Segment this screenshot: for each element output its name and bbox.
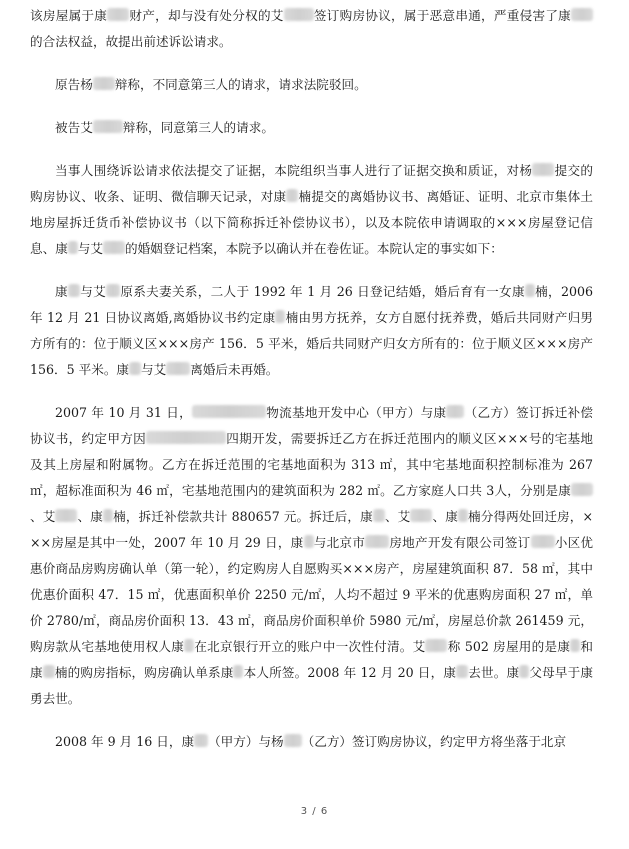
text-segment: 楠由男方抚养，女方自愿付抚养费，婚后共同财产归男方所有的：位于顺义区×××房产 156．5 平米，婚后共同财产归女方所有的：位于顺义区×××房产 156．5 平米。康: [30, 310, 593, 377]
redaction-blur: [531, 535, 555, 548]
text-segment: 提交的购房协议、收条、证明、微信聊天记录，对康: [30, 163, 594, 204]
page-number: 3 / 6: [300, 806, 329, 817]
text-segment: 康: [55, 284, 68, 299]
paragraph-p7: [30, 729, 593, 755]
text-segment: 与艾: [79, 284, 107, 299]
text-segment: 与北京市: [313, 535, 366, 550]
text-segment: 原告杨: [55, 77, 93, 92]
paragraph-p1: [30, 3, 593, 55]
redaction-blur: [233, 665, 243, 678]
text-segment: 离婚后未再婚。: [190, 362, 279, 377]
redaction-blur: [373, 509, 385, 522]
text-segment: 楠，拆迁补偿款共计 880657 元。拆迁后，康: [112, 509, 373, 524]
text-segment: 、康: [432, 509, 458, 524]
text-segment: 、艾: [30, 509, 56, 524]
redaction-blur: [103, 241, 125, 254]
paragraph-gap: [30, 98, 593, 115]
text-segment: 与艾: [77, 241, 103, 256]
text-segment: 的婚姻登记档案，本院予以确认并在卷佐证。本院认定的事实如下：: [124, 241, 503, 256]
text-segment: 的合法权益，故提出前述诉讼请求。: [30, 34, 232, 49]
redaction-blur: [43, 665, 55, 678]
redaction-blur: [146, 431, 226, 444]
redaction-blur: [410, 509, 432, 522]
text-segment: 辩称，同意第三人的请求。: [122, 120, 274, 135]
redaction-blur: [166, 362, 190, 375]
text-segment: 被告艾: [55, 120, 93, 135]
text-segment: 、艾: [384, 509, 411, 524]
redaction-blur: [107, 8, 129, 21]
redaction-blur: [446, 405, 464, 418]
redaction-blur: [519, 665, 529, 678]
redaction-blur: [93, 77, 115, 90]
redaction-blur: [103, 509, 113, 522]
text-segment: 四期开发，需要拆迁乙方在拆迁范围内的顺义区×××号的宅基地及其上房屋和附属物。乙方在拆迁范围的宅基地面积为 313 ㎡，其中宅基地面积控制标准为 267 ㎡，超标准面积为 46 ㎡，宅基地范围内的建筑面积为 282 ㎡。乙方家庭人口共 3人，分别是康: [30, 431, 593, 498]
text-segment: 本人所签。2008 年 12 月 20 日，康: [243, 665, 457, 680]
redaction-blur: [570, 639, 580, 652]
redaction-blur: [425, 639, 447, 652]
text-segment: （乙方）签订拆迁补偿协议书，约定甲方因: [30, 405, 594, 446]
paragraph-gap: [30, 262, 593, 279]
redaction-blur: [525, 284, 535, 297]
text-segment: （乙方）签订购房协议，约定甲方将坐落于北京: [301, 734, 567, 749]
paragraph-gap: [30, 141, 593, 158]
redaction-blur: [93, 120, 123, 133]
redaction-blur: [286, 189, 298, 202]
redaction-blur: [456, 665, 468, 678]
text-segment: 财产，却与没有处分权的艾: [129, 8, 284, 23]
text-segment: 和康: [30, 639, 594, 680]
redaction-blur: [284, 8, 314, 21]
text-segment: 称 502 房屋用的是康: [447, 639, 571, 654]
redaction-blur: [192, 405, 266, 418]
redaction-blur: [68, 284, 80, 297]
redaction-blur: [532, 163, 554, 176]
text-segment: 物流基地开发中心（甲方）与康: [265, 405, 447, 420]
paragraph-p6: [30, 400, 593, 712]
paragraph-gap: [30, 383, 593, 400]
text-segment: 房地产开发有限公司签订: [389, 535, 531, 550]
redaction-blur: [68, 241, 78, 254]
text-segment: 辩称，不同意第三人的请求，请求法院驳回。: [114, 77, 367, 92]
text-segment: 该房屋属于康: [30, 8, 108, 23]
text-segment: 楠，2006 年 12 月 21 日协议离婚,离婚协议书约定康: [30, 284, 594, 325]
text-segment: 楠分得两处回迁房，×××房屋是其中一处，2007 年 10 月 29 日，康: [30, 509, 594, 550]
redaction-blur: [571, 8, 593, 21]
redaction-blur: [365, 535, 389, 548]
text-segment: 2008 年 9 月 16 日，康: [55, 734, 195, 749]
text-segment: 原系夫妻关系，二人于 1992 年 1 月 26 日登记结婚，婚后育有一女康: [120, 284, 525, 299]
document-body: [30, 3, 593, 755]
redaction-blur: [275, 310, 285, 323]
paragraph-p3: [30, 115, 593, 141]
text-segment: 2007 年 10 月 31 日，: [55, 405, 192, 420]
redaction-blur: [571, 483, 593, 496]
redaction-blur: [194, 734, 208, 747]
redaction-blur: [304, 535, 314, 548]
text-segment: 、康: [77, 509, 103, 524]
text-segment: （甲方）与杨: [208, 734, 284, 749]
redaction-blur: [284, 734, 302, 747]
paragraph-p2: [30, 72, 593, 98]
text-segment: 与艾: [141, 362, 167, 377]
redaction-blur: [458, 509, 468, 522]
text-segment: 当事人围绕诉讼请求依法提交了证据，本院组织当事人进行了证据交换和质证，对杨: [55, 163, 533, 178]
redaction-blur: [106, 284, 120, 297]
text-segment: 在北京银行开立的账户中一次性付清。艾: [194, 639, 426, 654]
redaction-blur: [55, 509, 77, 522]
redaction-blur: [129, 362, 141, 375]
text-segment: 小区优惠价商品房购房确认单（第一轮），约定购房人自愿购买×××房产，房屋建筑面积 87．58 ㎡，其中优惠价面积 47．15 ㎡，优惠面积单价 2250 元/㎡，人均不超过 9 平米的优惠购房面积 27 ㎡，单价 2780/㎡，商品房价面积 13．43 ㎡，商品房价面积单价 5980 元/㎡，房屋总价款 261459 元，购房款从宅基地使用权人康: [30, 535, 594, 654]
redaction-blur: [184, 639, 194, 652]
text-segment: 签订购房协议，属于恶意串通，严重侵害了康: [313, 8, 572, 23]
text-segment: 父母早于康勇去世。: [30, 665, 594, 706]
text-segment: 楠提交的离婚协议书、离婚证、证明、北京市集体土地房屋拆迁货币补偿协议书（以下简称拆迁补偿协议书），以及本院依申请调取的×××房屋登记信息、康: [30, 189, 594, 256]
text-segment: 去世。康: [468, 665, 520, 680]
paragraph-gap: [30, 55, 593, 72]
text-segment: 楠的购房指标，购房确认单系康: [54, 665, 234, 680]
paragraph-p4: [30, 158, 593, 262]
paragraph-gap: [30, 712, 593, 729]
paragraph-p5: [30, 279, 593, 383]
